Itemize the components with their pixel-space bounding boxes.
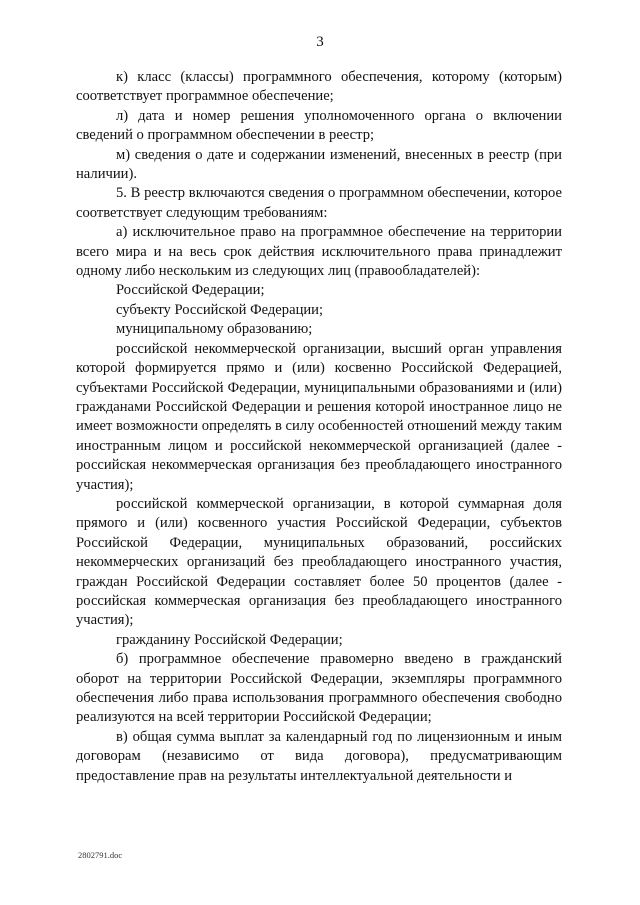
list-item-commercial: российской коммерческой организации, в которой суммарная доля прямого и (или) косвенного участия Российской Федерации, субъектов Российской Федерации, муниципальных образований, российских некоммерческих организаций без преобладающего иностранного участия, граждан Российской Федерации составляет более 50 процентов (далее - российская коммерческая организация без преобладающего иностранного участия);	[76, 495, 562, 629]
list-item-rf: Российской Федерации;	[116, 282, 265, 299]
paragraph-v: в) общая сумма выплат за календарный год по лицензионным и иным договорам (независимо от вида договора), предусматривающим предоставление прав на результаты интеллектуальной деятельности и	[76, 728, 562, 784]
paragraph-a: а) исключительное право на программное обеспечение на территории всего мира и на весь срок действия исключительного права принадлежит одному либо нескольким из следующих лиц (правообладателей):	[76, 224, 562, 280]
document-body	[76, 68, 562, 786]
list-item-nonprofit: российской некоммерческой организации, высший орган управления которой формируется прямо и (или) косвенно Российской Федерацией, субъектами Российской Федерации, муниципальными образованиями и (или) гражданами Российской Федерации и решения которой иностранное лицо не имеет возможности определять в силу особенностей отношений между таким иностранным лицом и российской некоммерческой организацией (далее - российская некоммерческая организация без преобладающего иностранного участия);	[76, 340, 562, 493]
paragraph-5: 5. В реестр включаются сведения о программном обеспечении, которое соответствует следующим требованиям:	[76, 185, 562, 221]
paragraph-k: к) класс (классы) программного обеспечения, которому (которым) соответствует программное обеспечение;	[76, 69, 562, 105]
paragraph-l: л) дата и номер решения уполномоченного органа о включении сведений о программном обеспечении в реестр;	[76, 107, 562, 144]
list-item-citizen: гражданину Российской Федерации;	[116, 631, 343, 648]
list-item-municipal: муниципальному образованию;	[116, 321, 313, 338]
paragraph-m: м) сведения о дате и содержании изменений, внесенных в реестр (при наличии).	[76, 146, 562, 183]
paragraph-b: б) программное обеспечение правомерно введено в гражданский оборот на территории Российской Федерации, экземпляры программного обеспечения либо права использования программного обеспечения свободно реализуются на всей территории Российской Федерации;	[76, 651, 562, 726]
page-number: 3	[316, 34, 324, 50]
list-item-subject: субъекту Российской Федерации;	[116, 301, 324, 318]
footer-filename: 2802791.doc	[78, 850, 123, 860]
